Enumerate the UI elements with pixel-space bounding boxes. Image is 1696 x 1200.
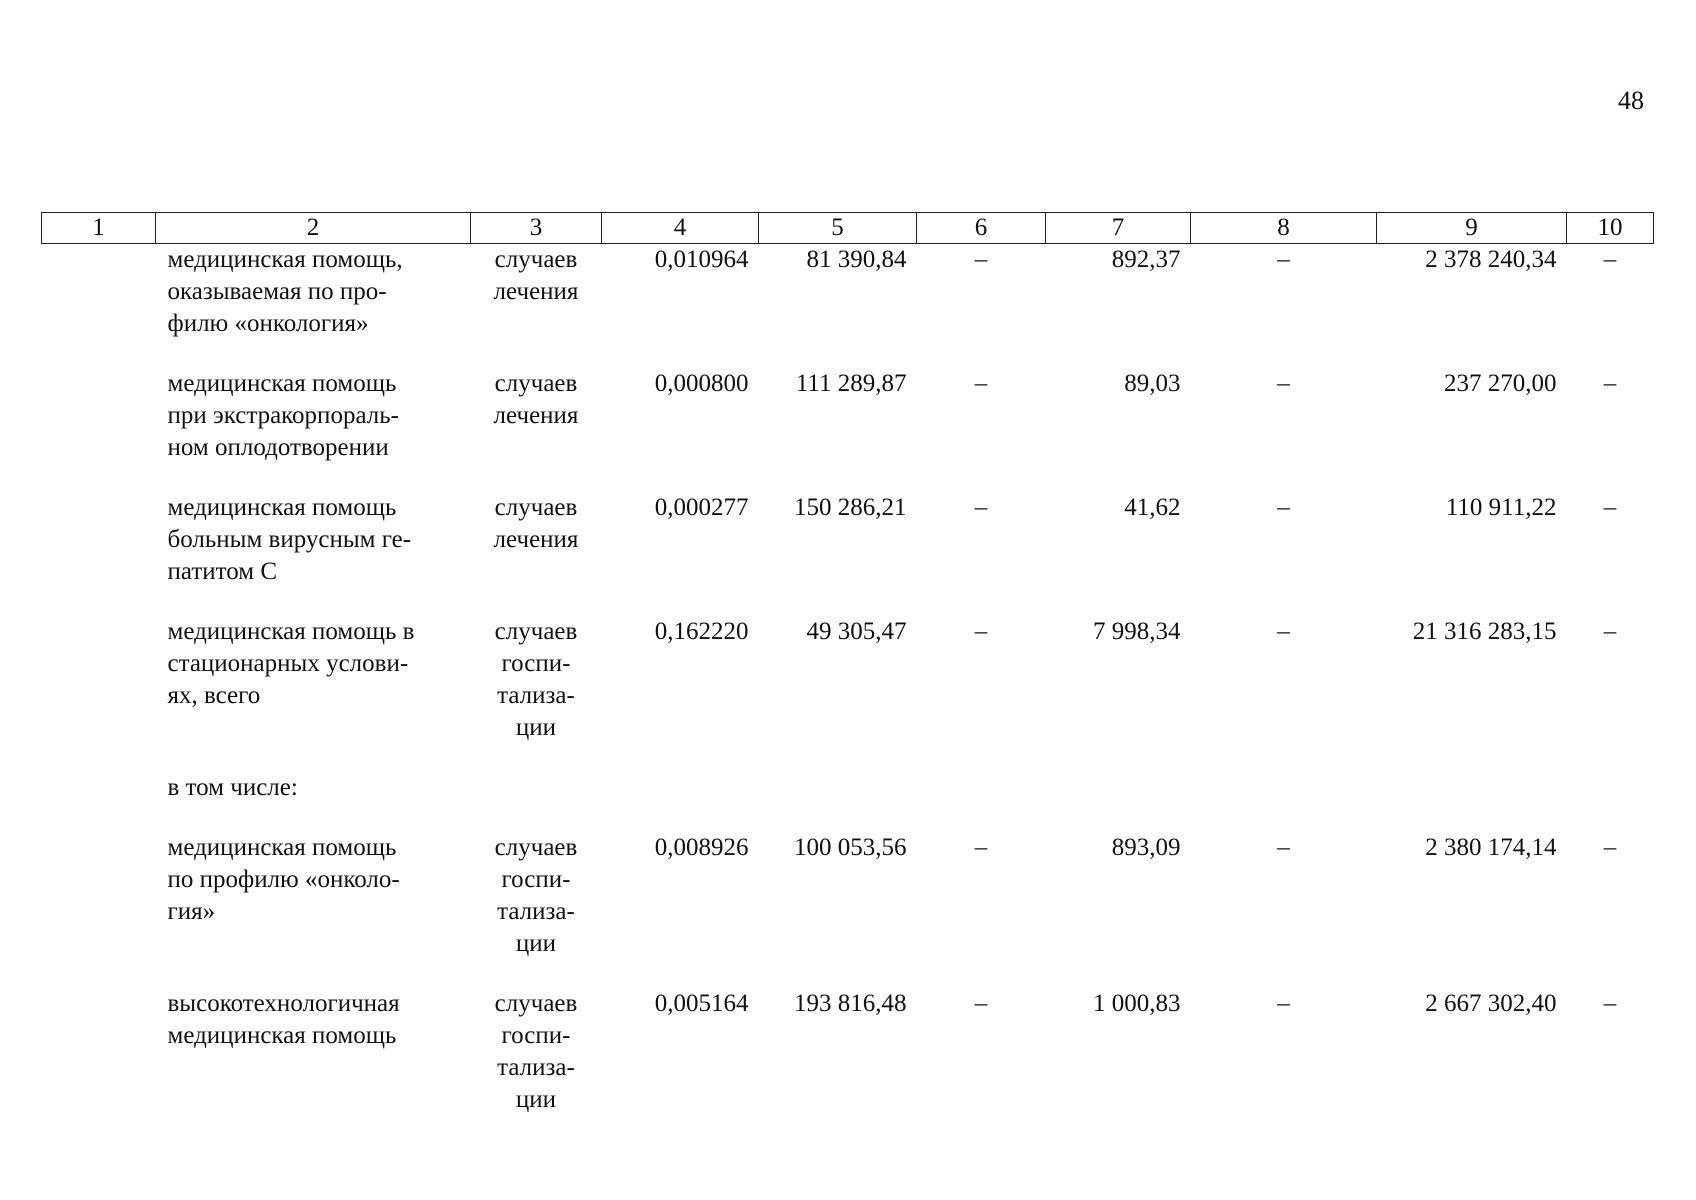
cell-col10: – xyxy=(1603,618,1617,645)
cell-col1 xyxy=(42,368,156,492)
cell-name xyxy=(156,616,471,772)
unit-line: случаев xyxy=(494,370,578,397)
data-table xyxy=(41,212,1654,1116)
name-line: оказываемая по про- xyxy=(167,278,387,305)
cell-col7: 41,62 xyxy=(1124,494,1181,521)
table-row xyxy=(42,832,1654,988)
table-row xyxy=(42,244,1654,369)
table-row xyxy=(42,616,1654,772)
cell-col4: 0,000277 xyxy=(654,494,749,521)
header-cell: 10 xyxy=(1567,213,1654,244)
unit-line: тализа- xyxy=(497,1054,575,1081)
unit-line: ции xyxy=(515,930,557,957)
cell-col1 xyxy=(42,832,156,988)
cell-unit xyxy=(471,616,602,772)
subheading-row xyxy=(42,772,1654,832)
cell-col5: 81 390,84 xyxy=(806,246,907,273)
cell-col1 xyxy=(42,772,156,832)
name-line: медицинская помощь, xyxy=(167,246,403,273)
cell-name xyxy=(156,368,471,492)
table-row xyxy=(42,492,1654,616)
unit-line: тализа- xyxy=(497,682,575,709)
cell-col6: – xyxy=(974,494,988,521)
cell-col9: 237 270,00 xyxy=(1444,370,1557,397)
header-cell: 6 xyxy=(917,213,1046,244)
name-line: медицинская помощь в xyxy=(167,618,415,645)
name-line: медицинская помощь xyxy=(167,494,397,521)
unit-line: случаев xyxy=(494,246,578,273)
unit-line: ции xyxy=(515,714,557,741)
cell-col1 xyxy=(42,492,156,616)
cell-col1 xyxy=(42,988,156,1116)
cell-col9: 2 380 174,14 xyxy=(1425,834,1557,861)
unit-line: госпи- xyxy=(501,1022,571,1049)
cell-col7: 89,03 xyxy=(1124,370,1181,397)
name-line: гия» xyxy=(167,898,216,925)
header-cell: 3 xyxy=(471,213,602,244)
cell-col4: 0,162220 xyxy=(654,618,749,645)
cell-col5: 193 816,48 xyxy=(794,990,907,1017)
cell-col10: – xyxy=(1603,990,1617,1017)
cell-unit xyxy=(471,832,602,988)
cell-name xyxy=(156,492,471,616)
unit-line: случаев xyxy=(494,990,578,1017)
cell-col5: 49 305,47 xyxy=(806,618,907,645)
cell-unit xyxy=(471,368,602,492)
name-line: больным вирусным ге- xyxy=(167,526,412,553)
unit-line: госпи- xyxy=(501,866,571,893)
cell-col4: 0,008926 xyxy=(654,834,749,861)
unit-line: лечения xyxy=(493,526,579,553)
header-cell: 8 xyxy=(1191,213,1377,244)
table-row xyxy=(42,988,1654,1116)
unit-line: случаев xyxy=(494,494,578,521)
name-line: филю «онкология» xyxy=(167,310,369,337)
header-cell: 1 xyxy=(42,213,156,244)
cell-unit xyxy=(471,492,602,616)
table-row xyxy=(42,368,1654,492)
header-cell: 7 xyxy=(1046,213,1191,244)
cell-col10: – xyxy=(1603,834,1617,861)
header-cell: 9 xyxy=(1377,213,1567,244)
cell-col7: 7 998,34 xyxy=(1093,618,1181,645)
name-line: стационарных услови- xyxy=(167,650,409,677)
cell-col9: 110 911,22 xyxy=(1445,494,1557,521)
name-line: медицинская помощь xyxy=(167,834,397,861)
subheading: в том числе: xyxy=(167,774,298,801)
unit-line: случаев xyxy=(494,834,578,861)
cell-col4: 0,000800 xyxy=(654,370,749,397)
cell-col5: 150 286,21 xyxy=(794,494,907,521)
cell-name xyxy=(156,832,471,988)
name-line: ях, всего xyxy=(167,682,261,709)
name-line: патитом С xyxy=(167,558,277,585)
cell-col6: – xyxy=(974,618,988,645)
cell-col6: – xyxy=(974,246,988,273)
cell-col8: – xyxy=(1277,618,1290,645)
unit-line: тализа- xyxy=(497,898,575,925)
cell-unit xyxy=(471,244,602,369)
header-row xyxy=(42,213,1654,244)
cell-unit xyxy=(471,988,602,1116)
cell-col10: – xyxy=(1603,246,1617,273)
cell-col9: 21 316 283,15 xyxy=(1412,618,1557,645)
header-cell: 2 xyxy=(156,213,471,244)
name-line: при экстракорпораль- xyxy=(167,402,399,429)
unit-line: лечения xyxy=(493,402,579,429)
name-line: ном оплодотворении xyxy=(167,434,389,461)
cell-col8: – xyxy=(1277,834,1290,861)
name-line: высокотехнологичная xyxy=(167,990,400,1017)
cell-col1 xyxy=(42,616,156,772)
cell-col9: 2 667 302,40 xyxy=(1425,990,1557,1017)
cell-name xyxy=(156,988,471,1116)
cell-col6: – xyxy=(974,834,988,861)
cell-col9: 2 378 240,34 xyxy=(1425,246,1557,273)
cell-col6: – xyxy=(974,990,988,1017)
cell-col8: – xyxy=(1277,370,1290,397)
name-line: медицинская помощь xyxy=(167,1022,397,1049)
unit-line: госпи- xyxy=(501,650,571,677)
name-line: по профилю «онколо- xyxy=(167,866,400,893)
cell-col5: 111 289,87 xyxy=(795,370,907,397)
header-cell: 5 xyxy=(759,213,917,244)
cell-col10: – xyxy=(1603,370,1617,397)
header-cell: 4 xyxy=(602,213,759,244)
cell-col5: 100 053,56 xyxy=(794,834,907,861)
cell-col8: – xyxy=(1277,494,1290,521)
cell-col6: – xyxy=(974,370,988,397)
cell-col7: 893,09 xyxy=(1111,834,1181,861)
cell-col8: – xyxy=(1277,990,1290,1017)
unit-line: ции xyxy=(515,1086,557,1113)
cell-col8: – xyxy=(1277,246,1290,273)
cell-col4: 0,005164 xyxy=(654,990,749,1017)
cell-col7: 1 000,83 xyxy=(1093,990,1181,1017)
cell-col1 xyxy=(42,244,156,369)
unit-line: случаев xyxy=(494,618,578,645)
cell-col10: – xyxy=(1603,494,1617,521)
page-number: 48 xyxy=(1618,86,1644,115)
cell-name xyxy=(156,244,471,369)
cell-col4: 0,010964 xyxy=(654,246,749,273)
unit-line: лечения xyxy=(493,278,579,305)
cell-col7: 892,37 xyxy=(1111,246,1181,273)
name-line: медицинская помощь xyxy=(167,370,397,397)
